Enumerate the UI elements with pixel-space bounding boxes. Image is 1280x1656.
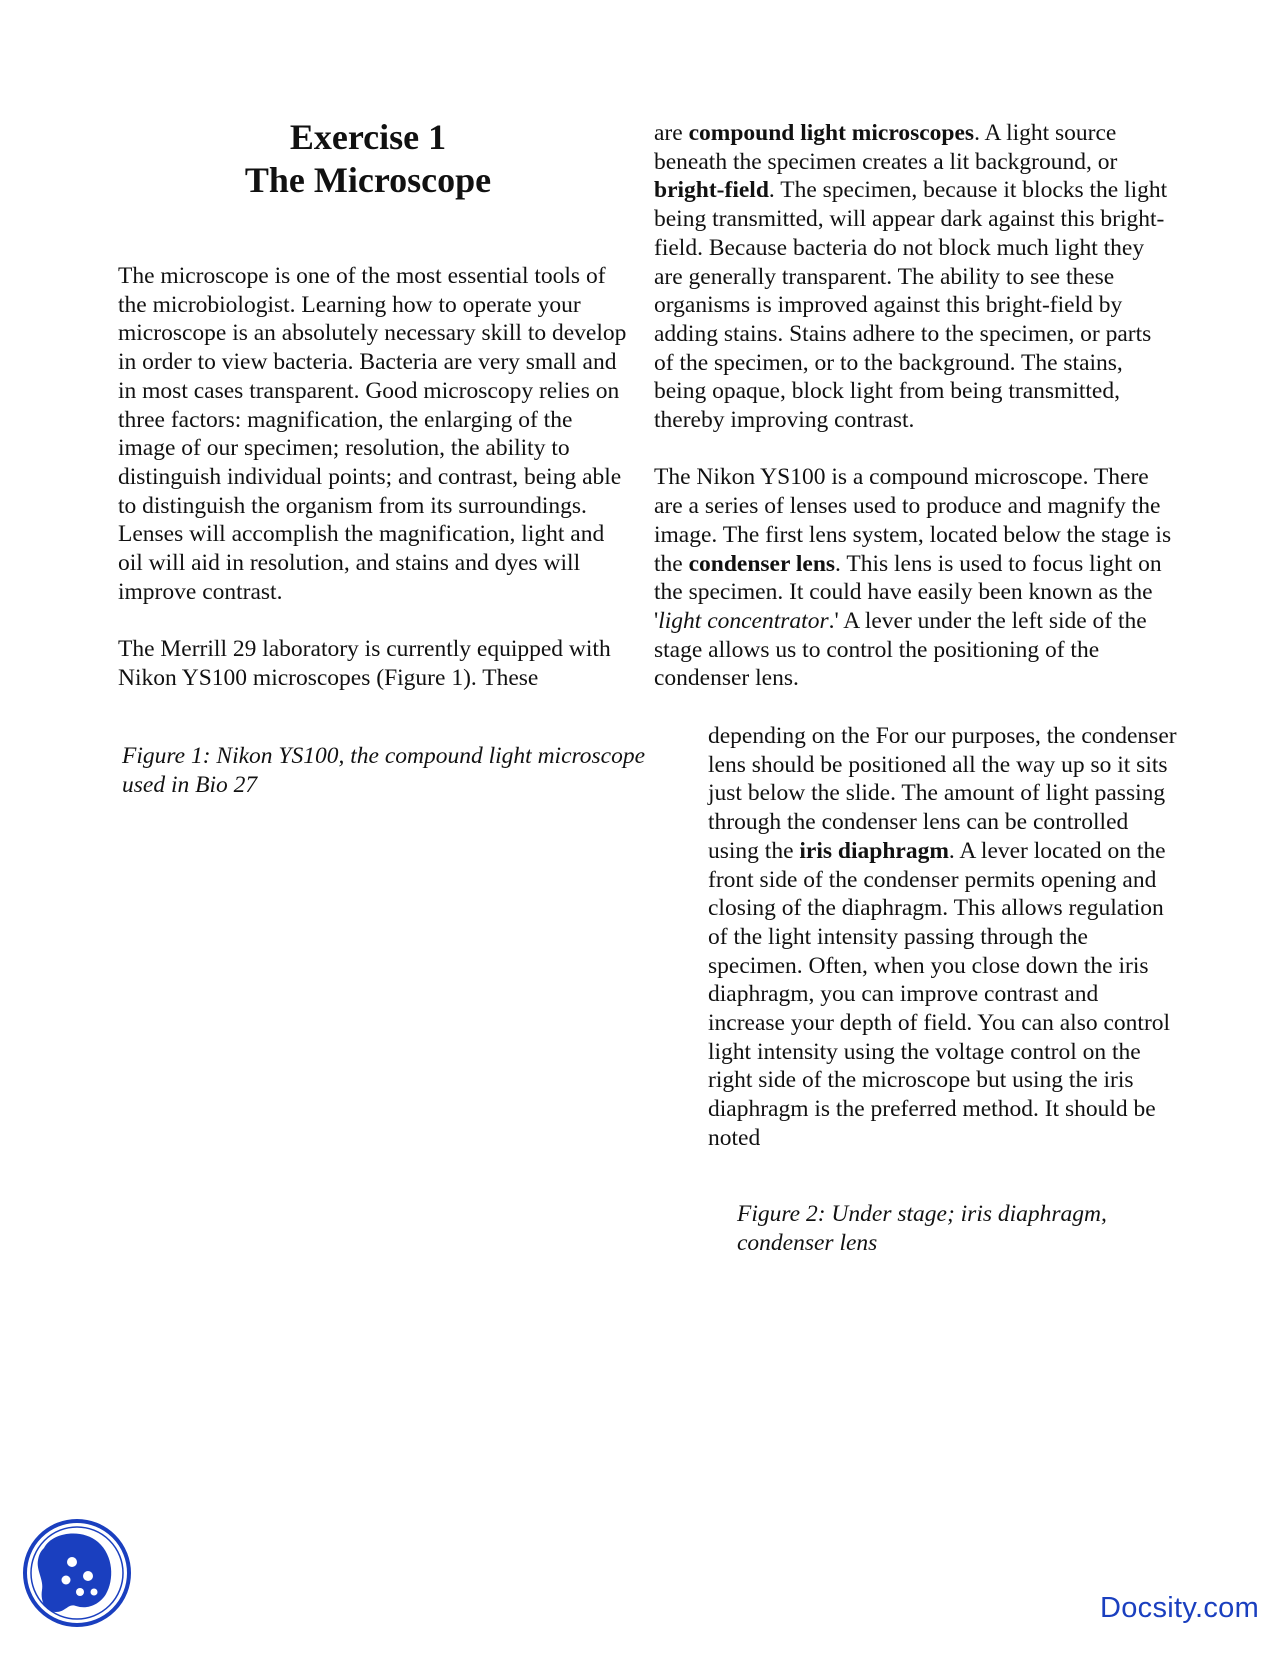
- docsity-brand-link[interactable]: Docsity.com: [1100, 1592, 1260, 1624]
- right-column-continued: [708, 722, 1178, 1153]
- figure-2-caption-line-2: condenser lens: [737, 1229, 878, 1256]
- docsity-logo-icon[interactable]: [22, 1518, 132, 1628]
- term-compound-light-microscopes: compound light microscopes: [688, 120, 975, 146]
- title-line-2: The Microscope: [244, 160, 492, 200]
- text-run: depending on the For our purposes, the condenser lens should be positioned all the way up so it sits just below the slide. The amount of light passing through the condenser lens can be controlled using the: [708, 723, 1177, 864]
- intro-paragraph: The microscope is one of the most essential tools of the microbiologist. Learning how to operate your microscope is an absolutely necessary skill to develop in order to view bacteria. Bacteria are very small and in most cases transparent. Good microscopy relies on three factors: magnification, the enlarging of the image of our specimen; resolution, the ability to distinguish individual points; and contrast, being able to distinguish the organism from its surroundings. Lenses will accomplish the magnification, light and oil will aid in resolution, and stains and dyes will improve contrast.: [118, 263, 627, 605]
- page-title: [118, 116, 618, 202]
- term-bright-field: bright-field: [654, 177, 769, 204]
- iris-diaphragm-paragraph: [708, 722, 1178, 1153]
- lab-paragraph: The Merrill 29 laboratory is currently equipped with Nikon YS100 microscopes (Figure 1). These: [118, 636, 611, 691]
- text-run: The Nikon YS100 is a compound microscope. There are a series of lenses used to produce and magnify the image. The first lens system, located below the stage is the: [654, 464, 1172, 577]
- figure-2-caption-line-1: Figure 2: Under stage; iris diaphragm,: [737, 1201, 1107, 1227]
- text-run: . The specimen, because it blocks the light being transmitted, will appear dark against this bright-field. Because bacteria do not block much light they are generally transparent. The ability to see these organisms is improved against this bright-field by adding stains. Stains adhere to the specimen, or parts of the specimen, or to the background. The stains, being opaque, block light from being transmitted, thereby improving contrast.: [654, 177, 1168, 434]
- figure-1-caption-line-2: used in Bio 27: [122, 771, 258, 798]
- term-condenser-lens: condenser lens: [688, 550, 836, 577]
- figure-2-caption: [737, 1200, 1157, 1257]
- title-line-1: Exercise 1: [289, 117, 447, 157]
- figure-1-caption-line-1: Figure 1: Nikon YS100, the compound light microscope: [122, 743, 646, 769]
- left-column: [118, 262, 628, 693]
- bright-field-paragraph: [654, 119, 1174, 435]
- right-column: [654, 119, 1174, 693]
- term-iris-diaphragm: iris diaphragm: [799, 837, 949, 864]
- condenser-paragraph: [654, 463, 1174, 693]
- docsity-logo-graphic: [22, 1518, 132, 1628]
- text-run: . This lens is used to focus light on the specimen. It could have easily been known as the ': [654, 550, 1162, 634]
- text-run: . A lever located on the front side of the condenser permits opening and closing of the diaphragm. This allows regulation of the light intensity passing through the specimen. Often, when you close down the iris diaphragm, you can improve contrast and increase your depth of field. You can also control light intensity using the voltage control on the right side of the microscope but using the iris diaphragm is the preferred method. It should be noted: [708, 837, 1171, 1151]
- figure-1-caption: [122, 742, 702, 799]
- text-run: .' A lever under the left side of the stage allows us to control the positioning of the condenser lens.: [654, 607, 1147, 692]
- term-light-concentrator: light concentrator: [658, 607, 829, 634]
- text-run: . A light source beneath the specimen creates a lit background, or: [654, 120, 1118, 175]
- text-run: are: [654, 120, 689, 146]
